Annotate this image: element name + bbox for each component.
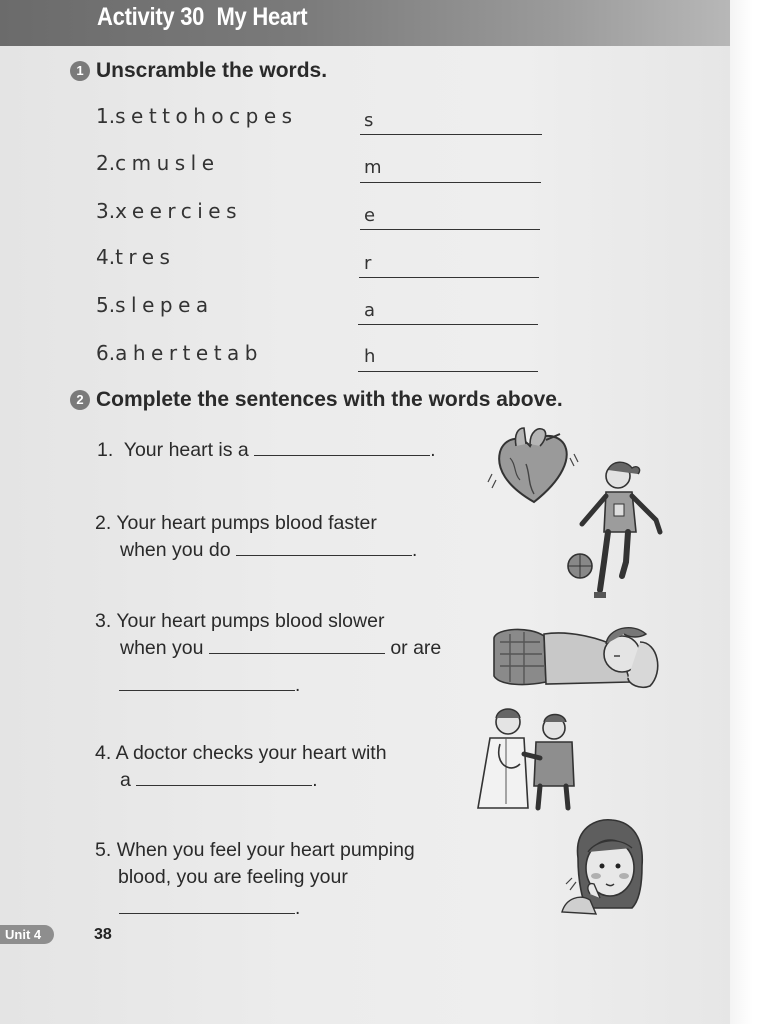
blank-2[interactable] xyxy=(236,537,412,556)
sentence-number: 3. xyxy=(95,610,112,632)
hint-letter: h xyxy=(364,346,376,367)
hint-letter: m xyxy=(364,157,382,178)
scramble-item-6 xyxy=(96,341,263,365)
sentence-end: . xyxy=(295,675,301,696)
scramble-item-1 xyxy=(96,104,298,128)
answer-line-1[interactable] xyxy=(360,134,542,135)
sentence-4 xyxy=(95,740,387,794)
sentence-number: 5. xyxy=(95,839,112,861)
sentence-1 xyxy=(97,437,435,464)
sentence-end: . xyxy=(430,440,436,461)
sentence-number: 1. xyxy=(97,439,114,461)
scramble-number: 2. xyxy=(96,151,116,175)
scramble-item-3 xyxy=(96,199,242,223)
section-1-number-badge: 1 xyxy=(70,61,90,81)
activity-label: Activity 30 xyxy=(97,3,205,31)
scramble-letters: tres xyxy=(115,245,176,269)
sentence-end: . xyxy=(312,770,318,791)
hint-letter: s xyxy=(364,110,374,131)
scramble-item-5 xyxy=(96,293,214,317)
blank-4[interactable] xyxy=(136,767,312,786)
scramble-item-4 xyxy=(96,245,175,269)
doctor-patient-illustration xyxy=(470,704,582,814)
sentence-mid: or are xyxy=(390,637,442,659)
scramble-number: 4. xyxy=(96,245,116,269)
blank-3b[interactable] xyxy=(119,672,295,691)
page-title xyxy=(97,3,307,32)
unit-tab: Unit 4 xyxy=(0,925,54,944)
hint-letter: a xyxy=(364,300,376,321)
section-2-heading xyxy=(70,388,563,412)
activity-title: My Heart xyxy=(216,3,308,31)
answer-line-5[interactable] xyxy=(358,324,538,325)
answer-line-3[interactable] xyxy=(360,229,540,230)
scramble-number: 6. xyxy=(96,341,116,365)
sentence-end: . xyxy=(412,540,418,561)
scramble-item-2 xyxy=(96,151,220,175)
scramble-letters: slepea xyxy=(115,293,214,317)
page-margin xyxy=(730,0,768,1024)
sentence-line-2: blood, you are feeling your xyxy=(118,866,348,888)
sentence-5 xyxy=(95,837,415,922)
sentence-line-1: A doctor checks your heart with xyxy=(115,742,387,764)
blank-3a[interactable] xyxy=(209,635,385,654)
scramble-letters: settohocpes xyxy=(115,104,298,128)
page-number: 38 xyxy=(94,926,112,943)
scramble-letters: xeercies xyxy=(115,199,242,223)
scramble-number: 1. xyxy=(96,104,116,128)
sentence-line-2: when you xyxy=(120,637,204,659)
title-bar xyxy=(0,0,740,46)
sentence-number: 2. xyxy=(95,512,112,534)
sentence-text: Your heart is a xyxy=(123,439,249,461)
sentence-line-2: a xyxy=(120,769,131,791)
scramble-number: 5. xyxy=(96,293,116,317)
girl-portrait-illustration xyxy=(556,818,648,916)
sentence-line-1: When you feel your heart pumping xyxy=(116,839,415,861)
answer-line-4[interactable] xyxy=(359,277,539,278)
sentence-2 xyxy=(95,510,417,564)
section-2-heading-text: Complete the sentences with the words above. xyxy=(96,388,563,411)
sentence-3 xyxy=(95,608,441,699)
sentence-line-1: Your heart pumps blood faster xyxy=(116,512,377,534)
sentence-line-2: when you do xyxy=(120,539,231,561)
answer-line-2[interactable] xyxy=(360,182,541,183)
basketball-girl-illustration xyxy=(560,458,668,604)
hint-letter: e xyxy=(364,205,376,226)
scramble-letters: cmusle xyxy=(115,151,220,175)
sentence-end: . xyxy=(295,898,301,919)
blank-5[interactable] xyxy=(119,895,295,914)
hint-letter: r xyxy=(364,253,372,274)
blank-1[interactable] xyxy=(254,437,430,456)
answer-line-6[interactable] xyxy=(358,371,538,372)
section-1-heading-text: Unscramble the words. xyxy=(96,59,328,82)
sentence-line-1: Your heart pumps blood slower xyxy=(116,610,385,632)
scramble-number: 3. xyxy=(96,199,116,223)
sleeping-boy-illustration xyxy=(490,612,666,694)
sentence-number: 4. xyxy=(95,742,112,764)
section-1-heading xyxy=(70,59,327,83)
scramble-letters: ahertetab xyxy=(115,341,263,365)
section-2-number-badge: 2 xyxy=(70,390,90,410)
